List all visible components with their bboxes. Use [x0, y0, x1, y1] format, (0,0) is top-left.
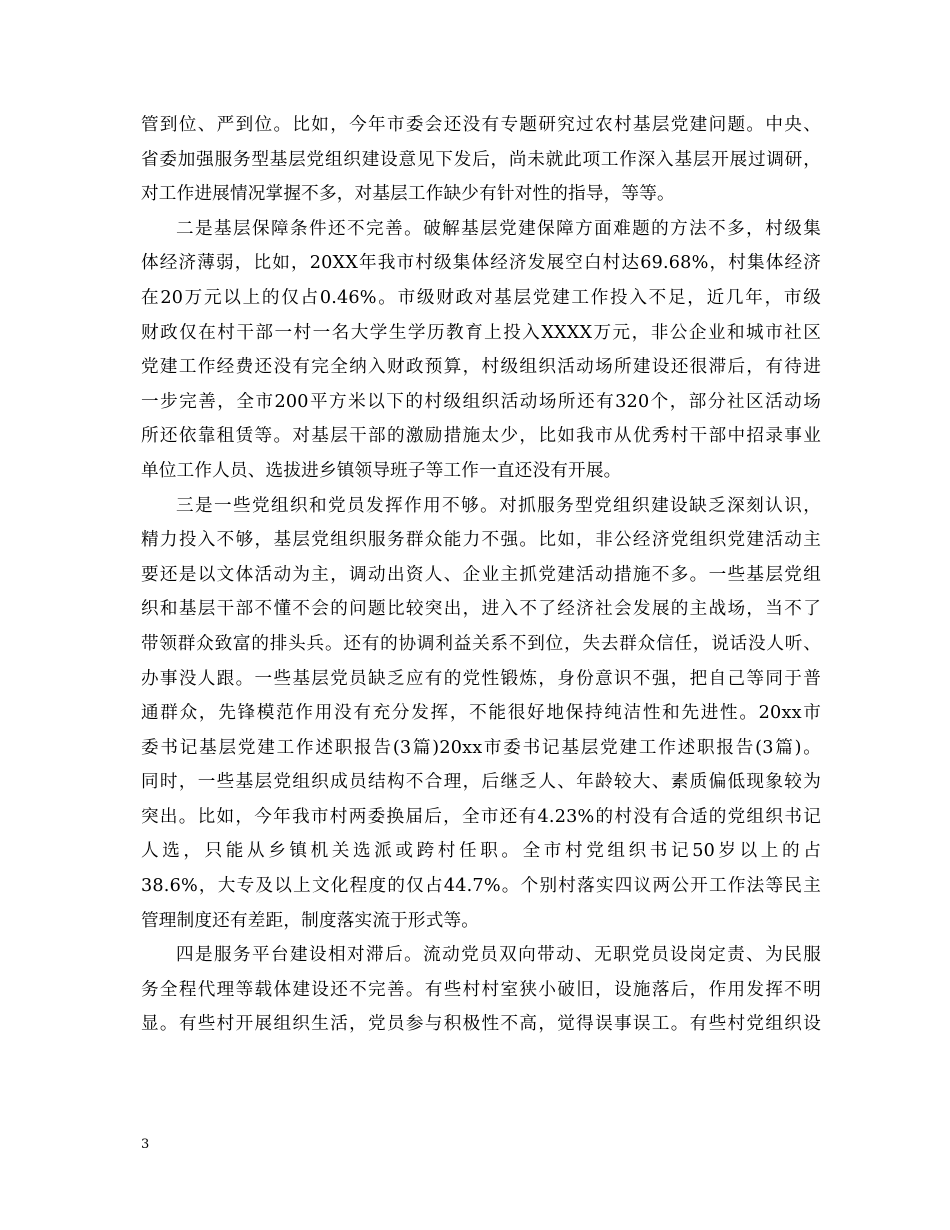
- text-line: 显。有些村开展组织生活，党员参与积极性不高，觉得误事误工。有些村党组织设: [141, 1014, 821, 1035]
- text-line: 在20万元以上的仅占0.46%。市级财政对基层党建工作投入不足，近几年，市级: [141, 287, 821, 308]
- page-number: 3: [141, 1137, 150, 1152]
- text-line: 人选，只能从乡镇机关选派或跨村任职。全市村党组织书记50岁以上的占: [141, 841, 821, 862]
- text-line: 三是一些党组织和党员发挥作用不够。对抓服务型党组织建设缺乏深刻认识，: [176, 495, 821, 516]
- text-line: 体经济薄弱，比如，20XX年我市村级集体经济发展空白村达69.68%，村集体经济: [141, 253, 821, 274]
- text-line: 通群众，先锋模范作用没有充分发挥，不能很好地保持纯洁性和先进性。20xx市: [141, 703, 821, 724]
- text-line: 要还是以文体活动为主，调动出资人、企业主抓党建活动措施不多。一些基层党组: [141, 564, 821, 585]
- text-line: 党建工作经费还没有完全纳入财政预算，村级组织活动场所建设还很滞后，有待进: [141, 357, 821, 378]
- text-line: 突出。比如，今年我市村两委换届后，全市还有4.23%的村没有合适的党组织书记: [141, 806, 821, 827]
- text-line: 务全程代理等载体建设还不完善。有些村村室狭小破旧，设施落后，作用发挥不明: [141, 979, 821, 1000]
- body-text: [141, 108, 821, 1042]
- text-line: 管理制度还有差距，制度落实流于形式等。: [141, 910, 480, 931]
- text-line: 带领群众致富的排头兵。还有的协调利益关系不到位，失去群众信任，说话没人听、: [141, 633, 821, 654]
- text-line: 一步完善，全市200平方米以下的村级组织活动场所还有320个，部分社区活动场: [141, 391, 821, 412]
- text-line: 管到位、严到位。比如，今年市委会还没有专题研究过农村基层党建问题。中央、: [141, 115, 821, 135]
- text-line: 同时，一些基层党组织成员结构不合理，后继乏人、年龄较大、素质偏低现象较为: [141, 772, 821, 793]
- text-line: 委书记基层党建工作述职报告(3篇)20xx市委书记基层党建工作述职报告(3篇)。: [141, 737, 821, 758]
- text-line: 省委加强服务型基层党组织建设意见下发后，尚未就此项工作深入基层开展过调研，: [141, 149, 821, 170]
- text-line: 单位工作人员、选拔进乡镇领导班子等工作一直还没有开展。: [141, 460, 622, 481]
- text-line: 四是服务平台建设相对滞后。流动党员双向带动、无职党员设岗定责、为民服: [176, 945, 821, 966]
- text-line: 办事没人跟。一些基层党员缺乏应有的党性锻炼，身份意识不强，把自己等同于普: [141, 668, 821, 689]
- text-line: 精力投入不够，基层党组织服务群众能力不强。比如，非公经济党组织党建活动主: [141, 530, 821, 551]
- text-line: 所还依靠租赁等。对基层干部的激励措施太少，比如我市从优秀村干部中招录事业: [141, 426, 821, 447]
- text-line: 二是基层保障条件还不完善。破解基层党建保障方面难题的方法不多，村级集: [176, 218, 821, 239]
- text-line: 38.6%，大专及以上文化程度的仅占44.7%。个别村落实四议两公开工作法等民主: [141, 876, 821, 897]
- text-line: 对工作进展情况掌握不多，对基层工作缺少有针对性的指导，等等。: [141, 184, 675, 205]
- text-line: 织和基层干部不懂不会的问题比较突出，进入不了经济社会发展的主战场，当不了: [141, 599, 821, 620]
- text-line: 财政仅在村干部一村一名大学生学历教育上投入XXXX万元，非公企业和城市社区: [141, 322, 821, 343]
